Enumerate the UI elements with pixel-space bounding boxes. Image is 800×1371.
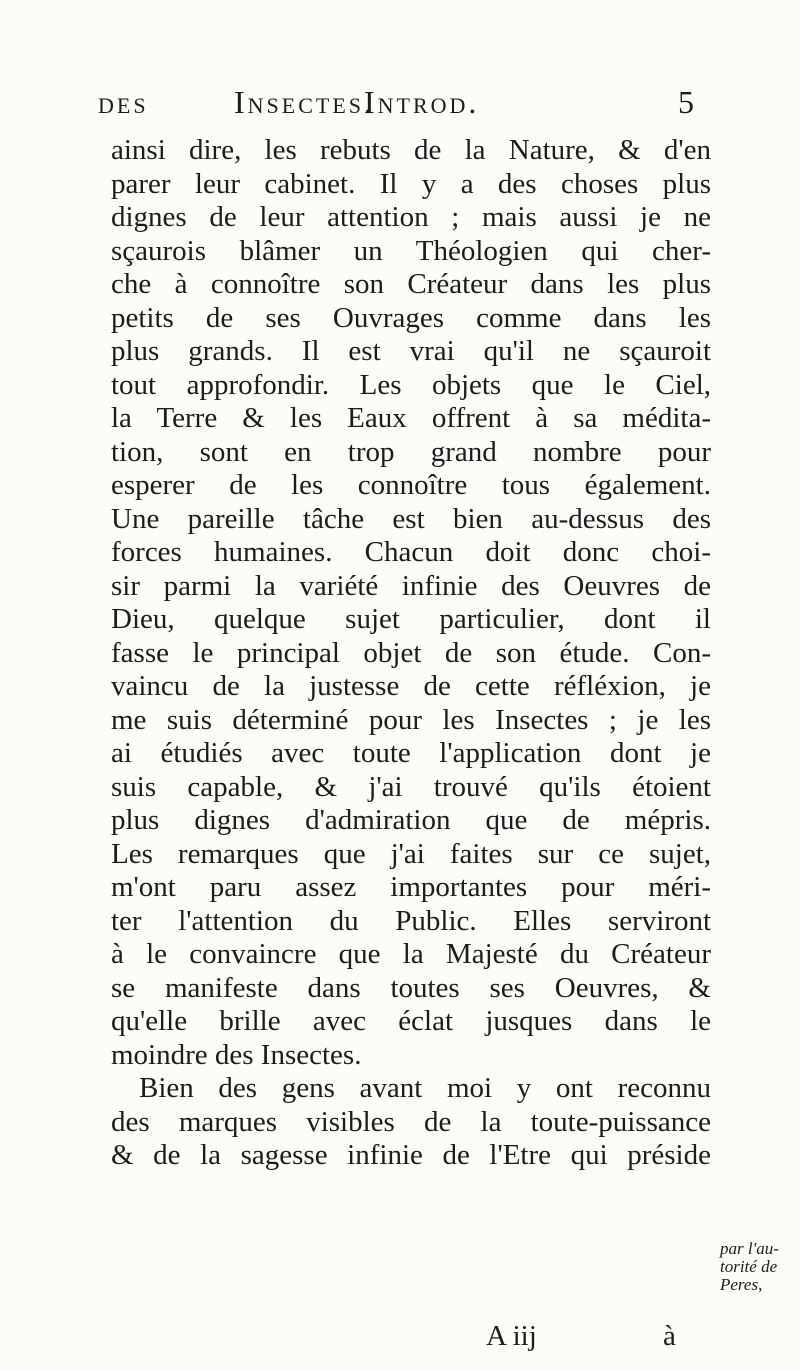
body-text bbox=[111, 134, 711, 1173]
text-line: fasse le principal objet de son étude. Con- bbox=[111, 636, 711, 669]
catchline bbox=[0, 1320, 800, 1354]
text-line: esperer de les connoître tous également. bbox=[111, 469, 711, 501]
text-line: & de la sagesse infinie de l'Etre qui préside bbox=[111, 1139, 711, 1171]
running-head-right: Introd. bbox=[364, 84, 480, 120]
text-line: des marques visibles de la toute-puissance bbox=[111, 1105, 711, 1138]
text-line: à le convaincre que la Majesté du Créateur bbox=[111, 938, 711, 970]
text-line: che à connoître son Créateur dans les plus bbox=[111, 268, 711, 300]
text-line: ai étudiés avec toute l'application dont je bbox=[111, 737, 711, 769]
text-line: petits de ses Ouvrages comme dans les bbox=[111, 301, 711, 334]
text-line: sçaurois blâmer un Théologien qui cher- bbox=[111, 234, 711, 267]
text-line: sir parmi la variété infinie des Oeuvres de bbox=[111, 569, 711, 602]
signature-mark: A iij bbox=[486, 1320, 537, 1352]
text-line: la Terre & les Eaux offrent à sa médita- bbox=[111, 402, 711, 434]
catchword: à bbox=[663, 1320, 676, 1352]
text-line: dignes de leur attention ; mais aussi je ne bbox=[111, 201, 711, 233]
text-line: m'ont paru assez importantes pour méri- bbox=[111, 871, 711, 903]
text-line: Les remarques que j'ai faites sur ce sujet, bbox=[111, 837, 711, 870]
text-line: me suis déterminé pour les Insectes ; je les bbox=[111, 703, 711, 736]
text-line-paragraph-end: moindre des Insectes. bbox=[111, 1038, 362, 1071]
text-line: qu'elle brille avec éclat jusques dans le bbox=[111, 1005, 711, 1037]
text-line: tion, sont en trop grand nombre pour bbox=[111, 435, 711, 468]
text-line: ainsi dire, les rebuts de la Nature, & d'en bbox=[111, 134, 711, 166]
text-line: plus dignes d'admiration que de mépris. bbox=[111, 804, 711, 836]
running-head bbox=[98, 84, 698, 128]
margin-note-line: torité de bbox=[720, 1257, 778, 1276]
text-line: Une pareille tâche est bien au-dessus des bbox=[111, 502, 711, 535]
text-line: parer leur cabinet. Il y a des choses plus bbox=[111, 167, 711, 200]
running-head-left: des bbox=[98, 84, 149, 120]
margin-note-line: par l'au- bbox=[720, 1239, 779, 1258]
text-line: vaincu de la justesse de cette réfléxion, je bbox=[111, 670, 711, 702]
running-head-center: Insectes. bbox=[234, 84, 376, 120]
text-line: tout approfondir. Les objets que le Ciel, bbox=[111, 368, 711, 401]
text-line: se manifeste dans toutes ses Oeuvres, & bbox=[111, 971, 711, 1004]
text-line: ter l'attention du Public. Elles serviront bbox=[111, 904, 711, 937]
text-line: forces humaines. Chacun doit donc choi- bbox=[111, 536, 711, 568]
margin-note-line: Peres, bbox=[720, 1275, 763, 1294]
text-line: Dieu, quelque sujet particulier, dont il bbox=[111, 603, 711, 635]
text-line: suis capable, & j'ai trouvé qu'ils étoient bbox=[111, 770, 711, 803]
margin-note bbox=[720, 1240, 798, 1294]
text-line-paragraph-start: Bien des gens avant moi y ont reconnu bbox=[139, 1072, 711, 1104]
text-line: plus grands. Il est vrai qu'il ne sçauroit bbox=[111, 335, 711, 367]
page-number: 5 bbox=[678, 84, 697, 120]
